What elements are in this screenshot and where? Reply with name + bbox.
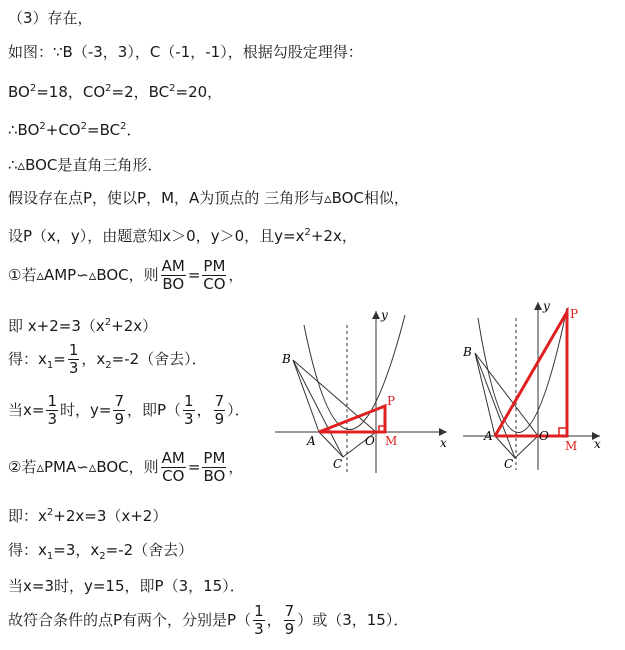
line-set-p: 设P（x，y），由题意知x＞0，y＞0，且$y=x^2+2x$， (8, 227, 357, 245)
figure-1-graph (275, 305, 455, 475)
fraction: $\frac{7}{9}$ (284, 602, 295, 638)
label-o: O (365, 434, 375, 448)
x-axis-arrow-icon (439, 428, 447, 436)
fraction: $\frac{1}{3}$ (254, 602, 264, 638)
label-c: C (504, 457, 514, 471)
label-p: P (387, 394, 396, 408)
line-point-p-2: 当x=3时，y=15，即P（3，15）． (8, 577, 245, 595)
fraction: $\frac{AM}{CO}$ (161, 449, 185, 485)
line-assumption: 假设存在点P，使以P，M，A为顶点的 三角形与▵BOC相似， (8, 189, 409, 207)
fraction: $\frac{1}{3}$ (68, 341, 79, 377)
label-c: C (333, 457, 343, 471)
line-given-points: 如图：∵B（-3，3），C（-1，-1），根据勾股定理得： (8, 43, 363, 61)
y-axis-arrow-icon (534, 302, 542, 310)
segment-ac (319, 432, 343, 457)
label-y: y (543, 299, 550, 313)
line-solution-1: 得：$x_1=$ $\frac{1}{3}$ ，$x_2=-2$（舍去）． (8, 341, 207, 377)
fraction: $\frac{7}{9}$ (214, 392, 225, 428)
label-b: B (282, 352, 291, 366)
line-part-3: （3）存在， (8, 9, 93, 27)
line-point-p-1: 当x= $\frac{1}{3}$ 时，y= $\frac{7}{9}$ ，即P（ $\frac{1}{3}$ ， $\frac{7}{9}$ ）． (8, 392, 250, 428)
triangle-boc (293, 360, 376, 457)
label-o: O (539, 429, 549, 443)
label-b: B (463, 345, 472, 359)
line-pythagoras: $\therefore BO^2+CO^2=BC^2$． (8, 121, 142, 139)
line-case-2: ②若▵PMA∽▵BOC，则 $\frac{AM}{CO}$ = $\frac{PM}{BO}$ ， (8, 449, 244, 485)
fraction: $\frac{PM}{CO}$ (203, 257, 226, 293)
label-x: x (594, 437, 601, 451)
label-a: A (307, 434, 316, 448)
line-solution-2: 得：$x_1=3$，$x_2=-2$（舍去） (8, 541, 194, 562)
fraction: $\frac{1}{3}$ (47, 392, 57, 428)
line-conclusion: 故符合条件的点P有两个，分别是P（ $\frac{1}{3}$ ， $\frac{7}{9}$ ）或（3，15）． (8, 602, 409, 638)
parabola (478, 308, 567, 433)
line-case-1: ①若▵AMP∽▵BOC，则 $\frac{AM}{BO}$ = $\frac{PM}{CO}$ ， (8, 257, 244, 293)
figure-2-graph (463, 298, 608, 473)
line-right-triangle: ∴▵BOC是直角三角形． (8, 156, 163, 174)
fraction: $\frac{7}{9}$ (114, 392, 124, 428)
label-a: A (484, 429, 493, 443)
triangle-pma (495, 312, 567, 436)
line-equation-2: 即：$x^2+2x=3(x+2)$ (8, 507, 168, 525)
line-squared-lengths: $BO^2=18$，$CO^2=2$，$BC^2=20$， (8, 83, 223, 101)
label-y: y (381, 308, 388, 322)
line-equation-1: 即 $x+2=3(x^2+2x)$ (8, 317, 158, 335)
y-axis-arrow-icon (372, 311, 380, 319)
fraction: $\frac{1}{3}$ (184, 392, 194, 428)
fraction: $\frac{PM}{BO}$ (203, 449, 226, 485)
segment-ac (495, 436, 515, 458)
label-m: M (385, 434, 398, 448)
parabola (304, 315, 405, 430)
label-x: x (440, 436, 447, 450)
fraction: $\frac{AM}{BO}$ (161, 257, 185, 293)
label-p: P (570, 307, 579, 321)
label-m: M (565, 439, 578, 453)
